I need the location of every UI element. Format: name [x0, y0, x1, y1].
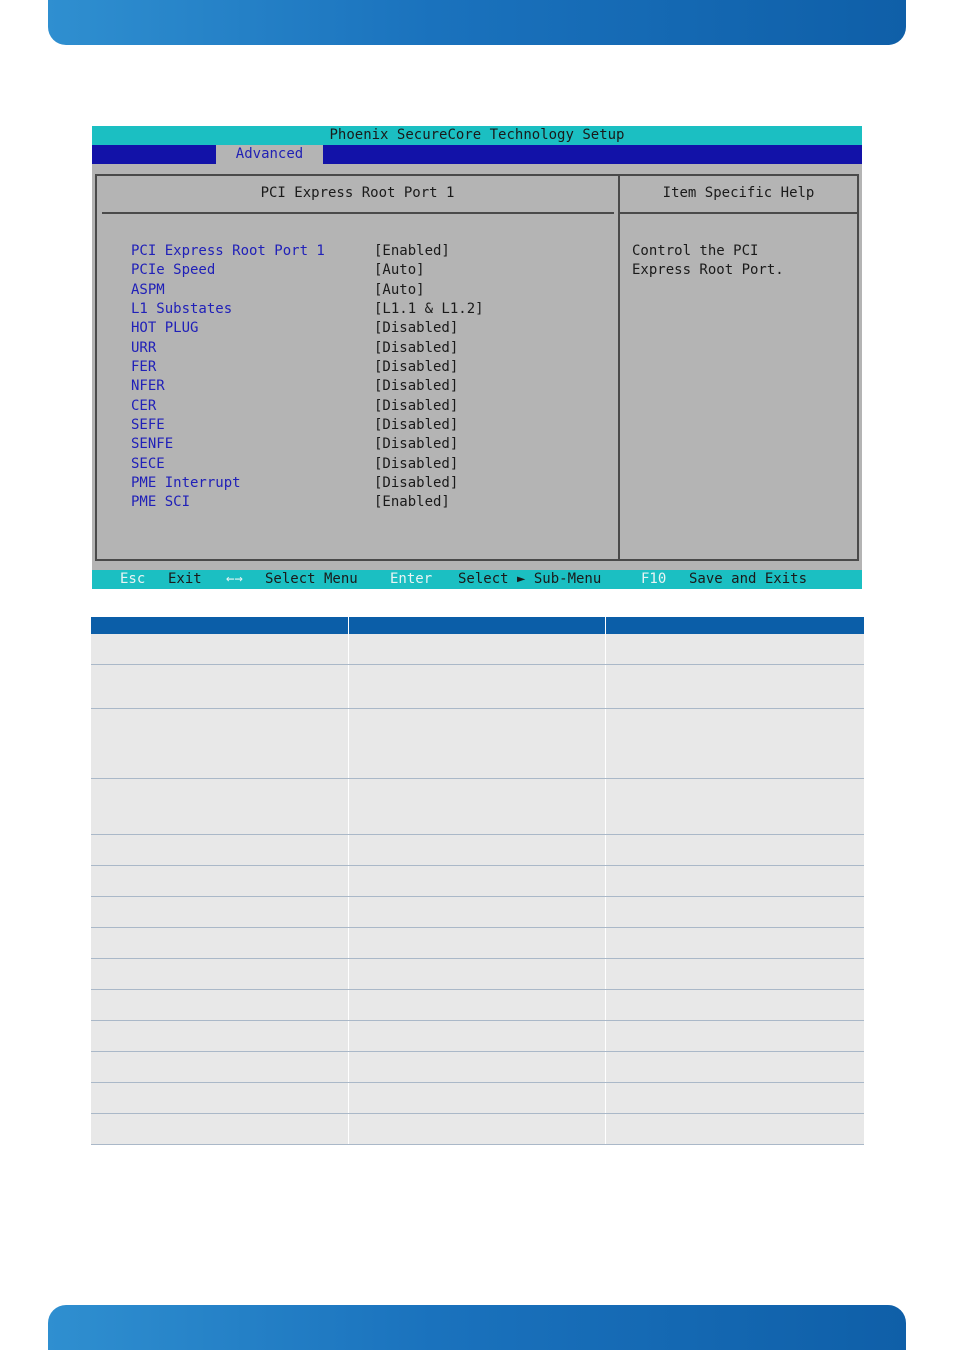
table-cell [348, 1051, 605, 1082]
table-cell [605, 1020, 864, 1051]
setting-value[interactable]: [L1.1 & L1.2] [374, 300, 484, 317]
setting-value[interactable]: [Disabled] [374, 320, 459, 337]
help-text: Control the PCI Express Root Port. [632, 243, 784, 279]
setting-value[interactable]: [Disabled] [374, 358, 459, 375]
table-cell [348, 1113, 605, 1144]
setting-row[interactable] [131, 242, 581, 261]
setting-label: FER [131, 358, 157, 375]
table-row [91, 664, 864, 708]
enter-label: Select ► Sub-Menu [458, 571, 602, 587]
table-cell [91, 1051, 348, 1082]
setting-value[interactable]: [Auto] [374, 262, 425, 279]
setting-value[interactable]: [Disabled] [374, 378, 459, 395]
table-cell [91, 664, 348, 708]
bios-menu-bar [92, 145, 862, 164]
setting-value[interactable]: [Disabled] [374, 416, 459, 433]
table-cell [91, 927, 348, 958]
setting-label: SECE [131, 455, 165, 472]
setting-label: URR [131, 339, 157, 356]
setting-value[interactable]: [Disabled] [374, 455, 459, 472]
table-cell [348, 778, 605, 834]
table-row [91, 1051, 864, 1082]
setting-row[interactable] [131, 377, 581, 396]
setting-row[interactable] [131, 300, 581, 319]
table-cell [605, 1051, 864, 1082]
setting-label: HOT PLUG [131, 320, 199, 337]
table-cell [348, 958, 605, 989]
table-row [91, 634, 864, 664]
setting-label: PME SCI [131, 494, 191, 511]
tab-advanced[interactable]: Advanced [216, 145, 323, 164]
table-cell [91, 708, 348, 778]
setting-row[interactable] [131, 339, 581, 358]
table-cell [605, 634, 864, 664]
table-cell [605, 865, 864, 896]
table-cell [91, 989, 348, 1020]
setting-row[interactable] [131, 358, 581, 377]
bios-title-bar: Phoenix SecureCore Technology Setup [92, 126, 862, 145]
table-row [91, 958, 864, 989]
esc-label: Exit [168, 571, 202, 587]
table-cell [605, 778, 864, 834]
table-cell [605, 896, 864, 927]
setting-value[interactable]: [Disabled] [374, 397, 459, 414]
page-header-bar [48, 0, 906, 45]
setting-value[interactable]: [Enabled] [374, 494, 450, 511]
table-row [91, 834, 864, 865]
table-cell [605, 927, 864, 958]
table-header-row [91, 617, 864, 634]
table-cell [348, 989, 605, 1020]
setting-row[interactable] [131, 474, 581, 493]
table-cell [91, 1113, 348, 1144]
table-cell [348, 664, 605, 708]
panel-divider [618, 176, 620, 559]
setting-label: PCI Express Root Port 1 [131, 243, 325, 259]
table-cell [348, 896, 605, 927]
table-row [91, 865, 864, 896]
arrows-label: Select Menu [265, 571, 358, 587]
table-row [91, 989, 864, 1020]
table-row [91, 1113, 864, 1144]
table-cell [348, 708, 605, 778]
page-footer-bar [48, 1305, 906, 1350]
table-cell [348, 1020, 605, 1051]
table-cell [91, 1082, 348, 1113]
table-header-cell [605, 617, 864, 634]
setting-row[interactable] [131, 319, 581, 338]
help-title-rule [620, 212, 857, 214]
table-cell [348, 634, 605, 664]
setting-label: SEFE [131, 416, 165, 433]
setting-row[interactable] [131, 435, 581, 454]
setting-row[interactable] [131, 397, 581, 416]
setting-row[interactable] [131, 493, 581, 512]
setting-label: NFER [131, 378, 165, 395]
bios-status-bar [92, 570, 862, 589]
table-cell [605, 1113, 864, 1144]
f10-label: Save and Exits [689, 571, 808, 587]
table-cell [91, 778, 348, 834]
table-cell [605, 664, 864, 708]
table-row [91, 1082, 864, 1113]
setting-value[interactable]: [Disabled] [374, 474, 459, 491]
enter-key[interactable]: Enter [390, 571, 433, 587]
setting-row[interactable] [131, 455, 581, 474]
bios-setup-screen [92, 126, 862, 589]
panel-title-rule [102, 212, 614, 214]
settings-table [91, 617, 864, 1145]
table-cell [348, 865, 605, 896]
table-cell [91, 634, 348, 664]
f10-key[interactable]: F10 [641, 571, 667, 587]
table-header-cell [348, 617, 605, 634]
table-row [91, 778, 864, 834]
setting-value[interactable]: [Disabled] [374, 436, 459, 453]
esc-key[interactable]: Esc [120, 571, 146, 587]
table-body [91, 634, 864, 1144]
panel-title: PCI Express Root Port 1 [260, 185, 455, 201]
table-cell [605, 958, 864, 989]
table-cell [91, 896, 348, 927]
table-cell [91, 865, 348, 896]
table-cell [348, 927, 605, 958]
setting-value[interactable]: [Auto] [374, 281, 425, 298]
setting-label: L1 Substates [131, 300, 233, 317]
setting-label: PME Interrupt [131, 474, 241, 491]
table-row [91, 927, 864, 958]
table-cell [605, 989, 864, 1020]
setting-row[interactable] [131, 416, 581, 435]
table-cell [91, 958, 348, 989]
arrows-key-icon[interactable]: ←→ [226, 571, 243, 587]
setting-row[interactable] [131, 261, 581, 280]
table-row [91, 896, 864, 927]
table-cell [91, 834, 348, 865]
table-cell [605, 834, 864, 865]
table-row [91, 1020, 864, 1051]
table-header-cell [91, 617, 348, 634]
setting-value[interactable]: [Enabled] [374, 243, 450, 259]
table-row [91, 708, 864, 778]
settings-list [131, 242, 581, 513]
table-cell [605, 708, 864, 778]
table-cell [91, 1020, 348, 1051]
table-cell [348, 834, 605, 865]
setting-label: ASPM [131, 281, 165, 298]
table-cell [348, 1082, 605, 1113]
table-cell [605, 1082, 864, 1113]
setting-label: SENFE [131, 436, 174, 453]
setting-label: PCIe Speed [131, 262, 216, 279]
setting-label: CER [131, 397, 157, 414]
bios-content-frame [95, 174, 859, 561]
setting-row[interactable] [131, 281, 581, 300]
setting-value[interactable]: [Disabled] [374, 339, 459, 356]
help-title: Item Specific Help [662, 185, 815, 201]
